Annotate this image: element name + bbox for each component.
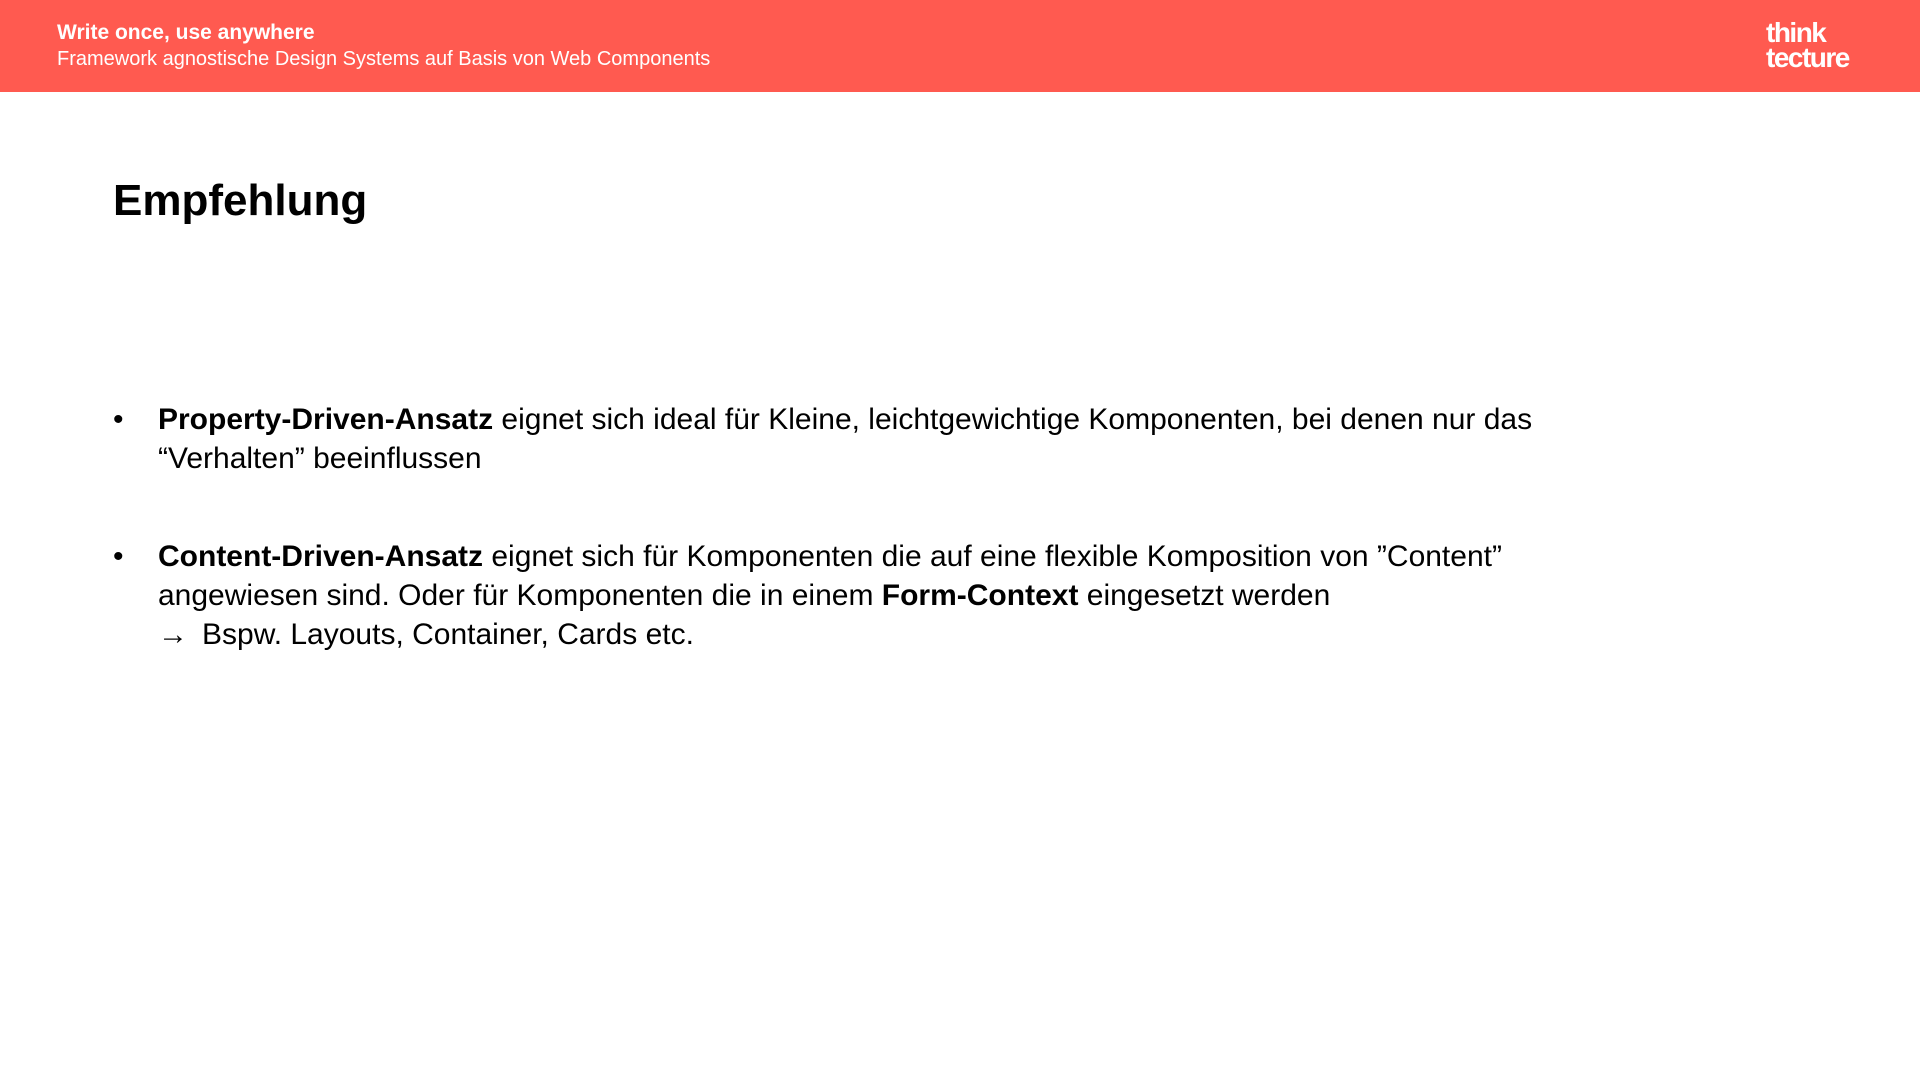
logo-line-tecture: tecture: [1766, 42, 1849, 73]
bullet-bold-term: Form-Context: [881, 579, 1079, 612]
bullet-list: [113, 400, 1753, 713]
header-title: Write once, use anywhere: [57, 21, 315, 44]
bullet-line: [158, 615, 1753, 654]
bullet-text: eignet sich ideal für Kleine, leichtgewichtige Komponenten, bei denen nur das: [493, 403, 1533, 436]
bullet-line: “Verhalten” beeinflussen: [158, 442, 482, 475]
bullet-line: [158, 576, 1753, 615]
bullet-text: Bspw. Layouts, Container, Cards etc.: [202, 618, 694, 651]
header-subtitle: Framework agnostische Design Systems auf Basis von Web Components: [57, 48, 711, 70]
bullet-property-driven: [113, 400, 1753, 478]
thinktecture-logo: [1766, 17, 1849, 73]
bullet-text: eingesetzt werden: [1078, 579, 1331, 612]
bullet-marker: •: [113, 403, 124, 436]
bullet-bold-term: Content-Driven-Ansatz: [158, 540, 484, 573]
bullet-marker: •: [113, 540, 124, 573]
bullet-bold-term: Property-Driven-Ansatz: [158, 403, 494, 436]
bullet-text: angewiesen sind. Oder für Komponenten die in einem: [158, 579, 882, 612]
logo-line-think: think: [1766, 17, 1826, 48]
arrow-right-icon: →: [158, 618, 188, 651]
bullet-text: eignet sich für Komponenten die auf eine flexible Komposition von ”Content”: [483, 540, 1502, 573]
bullet-content-driven: [113, 537, 1753, 654]
bullet-line: [158, 537, 1753, 576]
slide-title: Empfehlung: [113, 176, 368, 225]
bullet-line: [158, 400, 1753, 439]
header-band: [0, 0, 1920, 92]
